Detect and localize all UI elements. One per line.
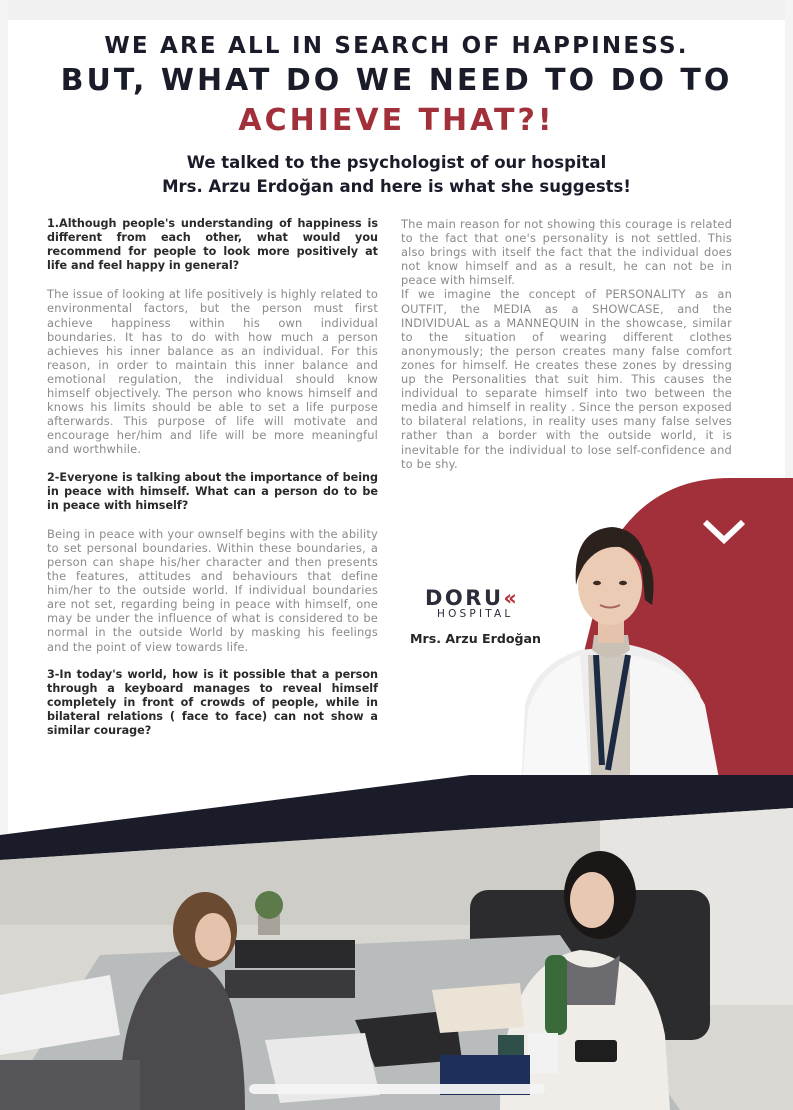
question-3: 3-In today's world, how is it possible that a person through a keyboard manages to reveal himself completely in front of crowds of people, while in bilateral relations ( face to face) can not show a similar courage? <box>47 667 378 737</box>
question-1: 1.Although people's understanding of happiness is different from each other, what would you recommend for people to look more positively at life and feel happy in general? <box>47 217 378 273</box>
brand-name: DORU <box>425 586 504 610</box>
left-column <box>47 217 378 752</box>
subheadline-line-2: Mrs. Arzu Erdoğan and here is what she suggests! <box>162 177 631 196</box>
home-indicator[interactable] <box>249 1084 545 1094</box>
office-meeting-photo <box>0 805 793 1110</box>
doctor-name: Mrs. Arzu Erdoğan <box>410 631 542 646</box>
brand-subtitle: HOSPITAL <box>437 608 514 620</box>
double-chevron-icon: ‹‹ <box>503 586 513 610</box>
right-column <box>401 217 732 485</box>
right-paragraph-2: If we imagine the concept of PERSONALITY as an OUTFIT, the MEDIA as a SHOWCASE, and the INDIVIDUAL as a MANNEQUIN in the showcase, similar to the situation of wearing different clothes anonymously; the person creates many false comfort zones for himself. He creates these zones by dressing up the Personalities that suit him. This causes the individual to separate himself into two between the media and himself in reality . Since the person exposed to bilateral relations, in reality uses many false selves rather than a border with the outside world, it is inevitable for the individual to lose self-confidence and to be shy. <box>401 287 732 471</box>
answer-1: The issue of looking at life positively is highly related to environmental factors, but the person must first achieve happiness within his own individual boundaries. It has to do with how much a person achieves his inner balance as an individual. For this reason, in order to maintain this inner balance and emotional regulation, the individual should know himself objectively. The person who knows himself and knows his limits should be able to set a life purpose afterwards. This purpose of life will motivate and encourage her/him and life will be more meaningful and worthwhile. <box>47 287 378 457</box>
headline-line-3: ACHIEVE THAT?! <box>238 103 555 138</box>
answer-2: Being in peace with your ownself begins with the ability to set personal boundaries. Within these boundaries, a person can shape his/her character and then presents the features, attitudes and behaviours that define him/her to the outside world. If individual boundaries are not set, regarding being in peace with himself, one may be under the influence of what is considered to be normal in the outside World by masking his feelings and the point of view towards life. <box>47 526 378 654</box>
subheadline-line-1: We talked to the psychologist of our hospital <box>186 153 607 172</box>
question-2: 2-Everyone is talking about the importance of being in peace with himself. What can a person do to be in peace with himself? <box>47 470 378 512</box>
doctor-portrait-photo <box>480 505 730 810</box>
right-paragraph-1: The main reason for not showing this courage is related to the fact that one's personality is not settled. This also brings with itself the fact that the individual does not know himself and as a result, he can not be in peace with himself. <box>401 217 732 288</box>
headline-line-2: BUT, WHAT DO WE NEED TO DO TO <box>60 63 733 98</box>
headline-line-1: WE ARE ALL IN SEARCH OF HAPPINESS. <box>104 33 689 59</box>
